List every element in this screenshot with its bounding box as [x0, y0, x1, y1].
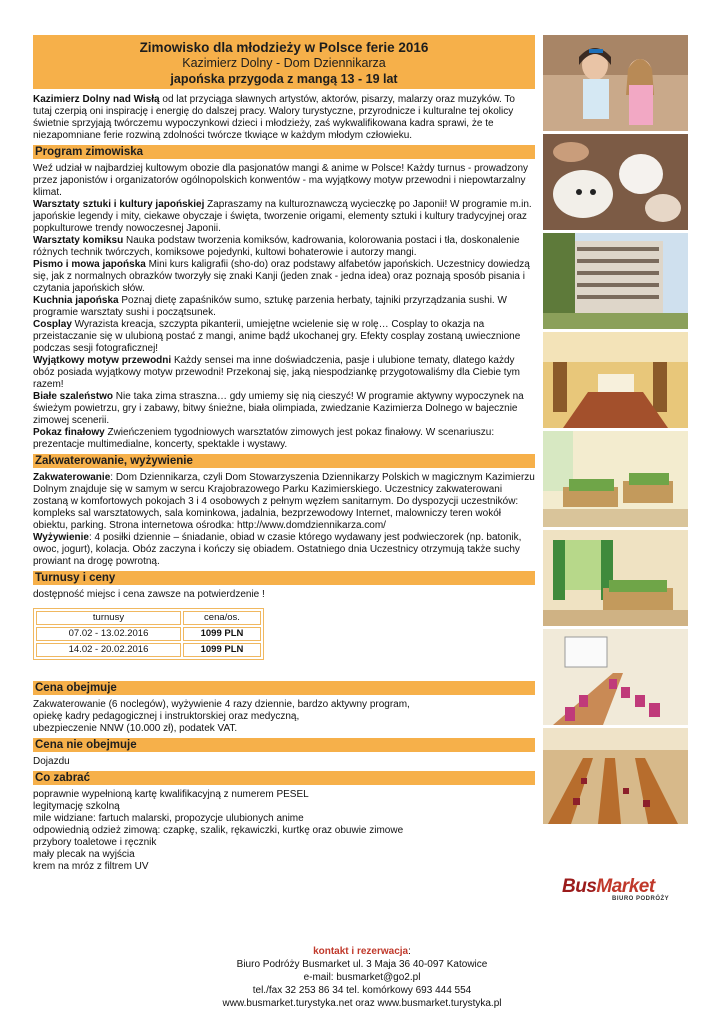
program-item-text: Zapraszamy na kulturoznawczą wycieczkę po Japonii! W programie m.in. japońskie legendy i mity, ciekawe obyczaje i święta, tworzenie origami, elementy sztuki i kultury tradycyjnej oraz popkulturowe trendy nowoczesnej Japonii. — [33, 199, 532, 234]
photo-lobby — [543, 332, 688, 428]
photo-room-beds — [543, 431, 688, 527]
logo-brand-b: Market — [596, 876, 655, 897]
table-row — [36, 643, 261, 657]
includes-line: Zakwaterowanie (6 noclegów), wyżywienie 4 razy dziennie, bardzo aktywny program, — [33, 699, 410, 710]
bring-item: legitymację szkolną — [33, 801, 120, 812]
section-heading-turns: Turnusy i ceny — [33, 571, 535, 585]
program-item — [33, 199, 535, 235]
logo-brand-a: Bus — [562, 876, 597, 897]
theme-subtitle: japońska przygoda z mangą 13 - 19 lat — [170, 72, 398, 86]
program-item-text: Każdy sensei ma inne doświadczenia, pasje i ulubione tematy, dlatego każdy obóz posiada wyjątkowy motyw przewodni! Przekonaj się, jaką niespodziankę przygotowaliśmy dla Ciebie tym razem! — [33, 355, 520, 390]
excludes-text: Dojazdu — [33, 756, 70, 767]
program-item-lead: Pismo i mowa japońska — [33, 259, 146, 270]
program-item-text: Nauka podstaw tworzenia komiksów, kadrowania, kolorowania postaci i tła, doskonalenie różnych technik twórczych, komiksowe pojedynki, kultowi bohaterowie i autorzy mangi. — [33, 235, 520, 258]
bring-item: mały plecak na wyjścia — [33, 849, 135, 860]
program-item-text: Nie taka zima straszna… gdy umiemy się nią cieszyć! W programie aktywny wypoczynek na świeżym powietrzu, gry i zabawy, bitwy śnieżne, biała olimpiada, zwiedzanie Kazimierza Dolnego w bajecznie zimowej scenerii. — [33, 391, 524, 426]
section-heading-excludes: Cena nie obejmuje — [33, 738, 535, 752]
table-row — [36, 627, 261, 641]
program-item-lead: Kuchnia japońska — [33, 295, 119, 306]
program-item-lead: Wyjątkowy motyw przewodni — [33, 355, 172, 366]
photo-conference-room — [543, 629, 688, 725]
program-item-text: Zwieńczeniem tygodniowych warsztatów zimowych jest pokaz finałowy. W scenariuszu: prezentacje multimedialne, koncerty, spektakle i wystawy. — [33, 427, 495, 450]
column-header-turns: turnusy — [36, 611, 181, 625]
program-item-text: Mini kurs kaligrafii (sho-do) oraz podstawy alfabetów japońskich. Uczestnicy dowiedzą się, jak z normalnych obrazków tworzyły się znaki Kanji (jeden znak - jedna idea) oraz poznają sposób pisania i czytania japońskich słów. — [33, 259, 530, 294]
logo-wordmark — [562, 876, 677, 898]
intro-text: od lat przyciąga sławnych artystów, aktorów, pisarzy, malarzy oraz muzyków. To tutaj czerpią oni inspirację i energię do dalszej pracy. Walory turystyczne, przyrodnicze i kulturalne tej okolicy świetnie sprzyjają twórczemu wypoczynkowi dzieci i młodzieży, zaś wykwalifikowana kadra sprawi, że te niezapomniane ferie rozwiną zdolności twórcze tkwiące w każdym młodym człowieku. — [33, 94, 515, 141]
includes-line: ubezpieczenie NNW (10.000 zł), podatek VAT. — [33, 723, 238, 734]
section-heading-program: Program zimowiska — [33, 145, 535, 159]
program-item — [33, 355, 535, 391]
program-intro: Weź udział w najbardziej kultowym obozie dla pasjonatów mangi & anime w Polsce! Każdy turnus - prowadzony przez japonistów i organizatorów ogólnopolskich konwentów - ma wyjątkowy motyw przewodni i niepowtarzalny klimat. — [33, 163, 529, 198]
bring-item: poprawnie wypełnioną kartę kwalifikacyjną z numerem PESEL — [33, 789, 309, 800]
meals-text — [33, 532, 535, 568]
main-column — [33, 35, 535, 873]
accommodation-text — [33, 472, 535, 532]
bring-item: mile widziane: fartuch malarski, propozycje ulubionych anime — [33, 813, 304, 824]
program-item-lead: Białe szaleństwo — [33, 391, 114, 402]
program-item-text: Poznaj dietę zapaśników sumo, sztukę parzenia herbaty, tajniki przyrządzania sushi. W programie warsztaty sushi i początsunek. — [33, 295, 507, 318]
accommodation-body: : Dom Dziennikarza, czyli Dom Stowarzyszenia Dziennikarzy Polskich w magicznym Kazimierzu Dolnym znajduje się w samym w sercu Krajobrazowego Parku Kazimierskiego. Uczestnicy zakwaterowani zostaną w komfortowych pokojach 3 i 4 osobowych z pełnym węzłem sanitarnym. Do dyspozycji uczestników: kompleks sal warsztatowych, sala kominkowa, jadalnia, bezprzewodowy Internet, malowniczy teren wokół obiektu, parking. Strona internetowa ośrodka: http://www.domdziennikarza.com/ — [33, 472, 535, 531]
program-item — [33, 319, 535, 355]
turn-price: 1099 PLN — [183, 627, 261, 641]
column-header-price: cena/os. — [183, 611, 261, 625]
title-banner — [33, 35, 535, 89]
page-title: Zimowisko dla młodzieży w Polsce ferie 2016 — [139, 40, 429, 55]
section-heading-accommodation: Zakwaterowanie, wyżywienie — [33, 454, 535, 468]
contact-block — [0, 945, 724, 1010]
contact-phone: tel./fax 32 253 86 34 tel. komórkowy 693 444 554 — [252, 985, 472, 996]
section-heading-includes: Cena obejmuje — [33, 681, 535, 695]
logo-tagline: BIURO PODRÓŻY — [612, 896, 670, 902]
busmarket-logo — [562, 876, 677, 916]
program-item — [33, 391, 535, 427]
program-item-lead: Pokaz finałowy — [33, 427, 105, 438]
contact-websites[interactable]: www.busmarket.turystyka.net oraz www.busmarket.turystyka.pl — [222, 998, 502, 1009]
meals-lead: Wyżywienie — [33, 532, 89, 543]
meals-body: : 4 posiłki dziennie – śniadanie, obiad w czasie którego wydawany jest podwieczorek (np. batonik, owoc, jogurt), kolacja. Obóz zaczyna i kończy się obiadem. Ostatniego dnia Uczestnicy otrzymują także suchy prowiant na drogę powrotną. — [33, 532, 522, 567]
program-item — [33, 259, 535, 295]
table-header-row — [36, 611, 261, 625]
intro-lead: Kazimierz Dolny nad Wisłą — [33, 94, 160, 105]
section-heading-bring: Co zabrać — [33, 771, 535, 785]
turn-dates: 07.02 - 13.02.2016 — [36, 627, 181, 641]
contact-email[interactable]: e-mail: busmarket@go2.pl — [303, 972, 421, 983]
program-item-text: Wyrazista kreacja, szczypta pikanterii, umiejętne wcielenie się w rolę… Cosplay to okazja na przeistaczanie się w ulubioną postać z mangi, anime bądź ukochanej gry. Efekty cosplay zostaną uwiecznione podczas sesji fotograficznej! — [33, 319, 521, 354]
accommodation-lead: Zakwaterowanie — [33, 472, 111, 483]
program-item — [33, 235, 535, 259]
photo-room-window — [543, 530, 688, 626]
program-item-lead: Warsztaty komiksu — [33, 235, 124, 246]
bring-item: odpowiednią odzież zimową: czapkę, szalik, rękawiczki, kurtkę oraz obuwie zimowe — [33, 825, 404, 836]
intro-paragraph — [33, 94, 535, 142]
contact-colon: : — [408, 946, 411, 957]
bring-item: przybory toaletowe i ręcznik — [33, 837, 157, 848]
program-item — [33, 427, 535, 451]
contact-heading: kontakt i rezerwacja — [313, 946, 409, 957]
bring-item: krem na mróz z filtrem UV — [33, 861, 149, 872]
turn-dates: 14.02 - 20.02.2016 — [36, 643, 181, 657]
contact-heading-line — [0, 945, 724, 958]
program-item-lead: Cosplay — [33, 319, 72, 330]
photo-hotel-building — [543, 233, 688, 329]
price-table — [33, 608, 264, 660]
availability-note: dostępność miejsc i cena zawsze na potwierdzenie ! — [33, 589, 265, 600]
photo-strip — [543, 35, 688, 827]
turn-price: 1099 PLN — [183, 643, 261, 657]
program-item — [33, 295, 535, 319]
location-subtitle: Kazimierz Dolny - Dom Dziennikarza — [182, 56, 386, 70]
photo-cosplay-girls — [543, 35, 688, 131]
program-item-lead: Warsztaty sztuki i kultury japońskiej — [33, 199, 205, 210]
contact-address: Biuro Podróży Busmarket ul. 3 Maja 36 40-097 Katowice — [236, 959, 488, 970]
photo-dining-hall — [543, 728, 688, 824]
includes-line: opiekę kadry pedagogicznej i instruktorskiej oraz medyczną, — [33, 711, 300, 722]
photo-workshop — [543, 134, 688, 230]
